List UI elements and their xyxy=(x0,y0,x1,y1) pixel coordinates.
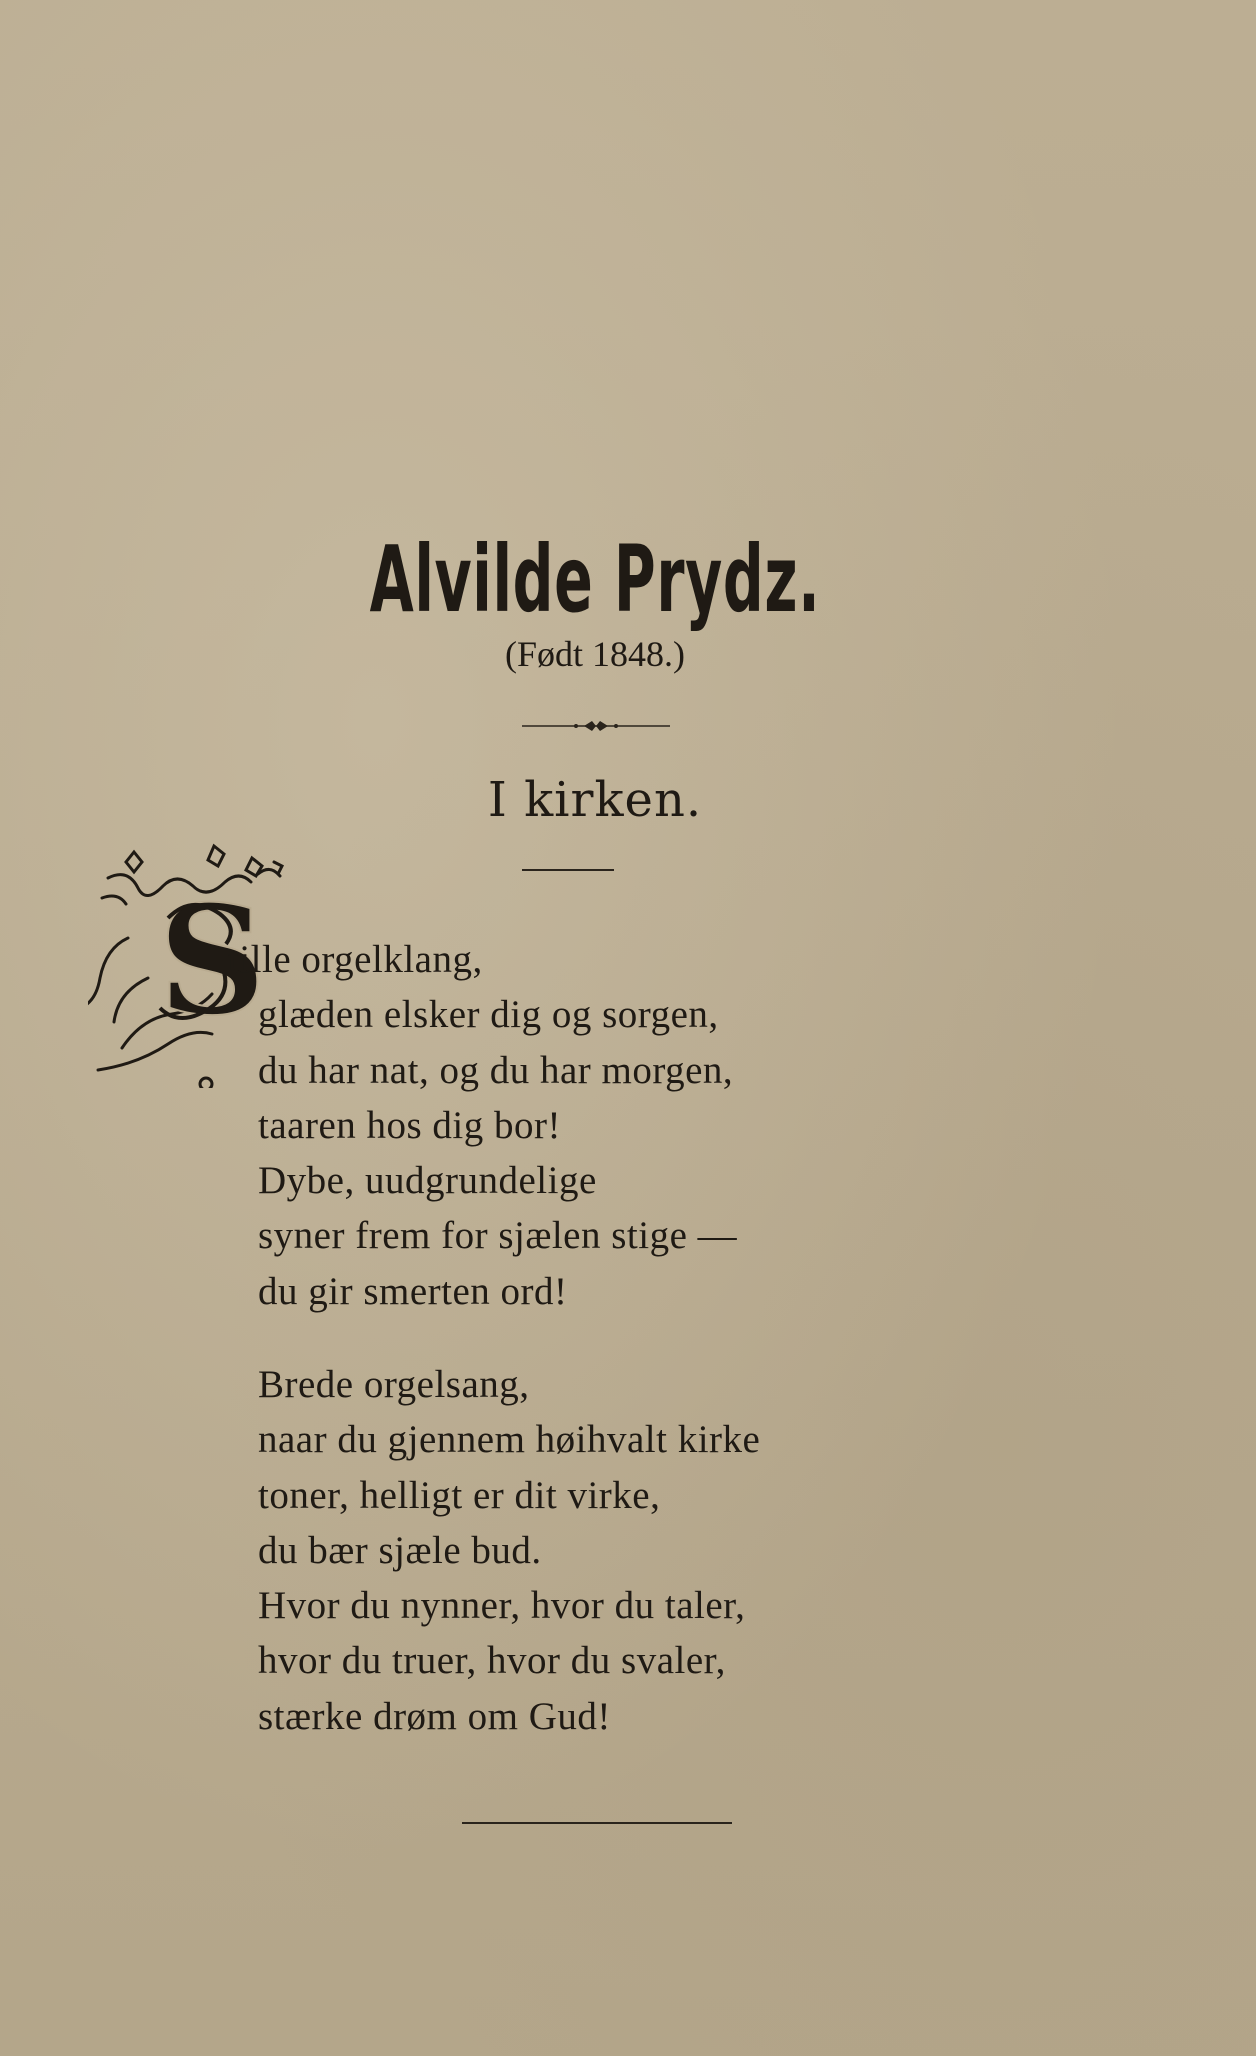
end-rule xyxy=(462,1822,732,1824)
verse-line: syner frem for sjælen stige — xyxy=(258,1214,738,1258)
verse-line: naar du gjennem høihvalt kirke xyxy=(258,1418,761,1462)
verse-line: taaren hos dig bor! xyxy=(258,1103,561,1147)
poem-title: I kirken. xyxy=(487,772,703,828)
verse-line: glæden elsker dig og sorgen, xyxy=(258,993,719,1037)
verse-line: Dybe, uudgrundelige xyxy=(258,1159,597,1203)
verse-line: Hvor du nynner, hvor du taler, xyxy=(258,1584,746,1628)
drop-cap-letter: S xyxy=(158,873,267,1049)
title-ornament xyxy=(522,718,670,734)
stanza-1 xyxy=(228,932,738,1319)
verse-line: Brede orgelsang, xyxy=(258,1363,530,1406)
verse-line: stærke drøm om Gud! xyxy=(258,1694,611,1738)
verse-line: hvor du truer, hvor du svaler, xyxy=(258,1639,726,1683)
author-name: Alvilde Prydz. xyxy=(369,526,821,633)
verse-line: du gir smerten ord! xyxy=(258,1269,568,1313)
title-rule xyxy=(522,869,614,871)
verse-line: tille orgelklang, xyxy=(228,938,483,981)
verse-line: du bær sjæle bud. xyxy=(258,1528,542,1572)
stanza-2 xyxy=(258,1357,760,1744)
birth-year: (Født 1848.) xyxy=(505,634,685,674)
verse-line: toner, helligt er dit virke, xyxy=(258,1473,661,1517)
verse-line: du har nat, og du har morgen, xyxy=(258,1048,734,1092)
